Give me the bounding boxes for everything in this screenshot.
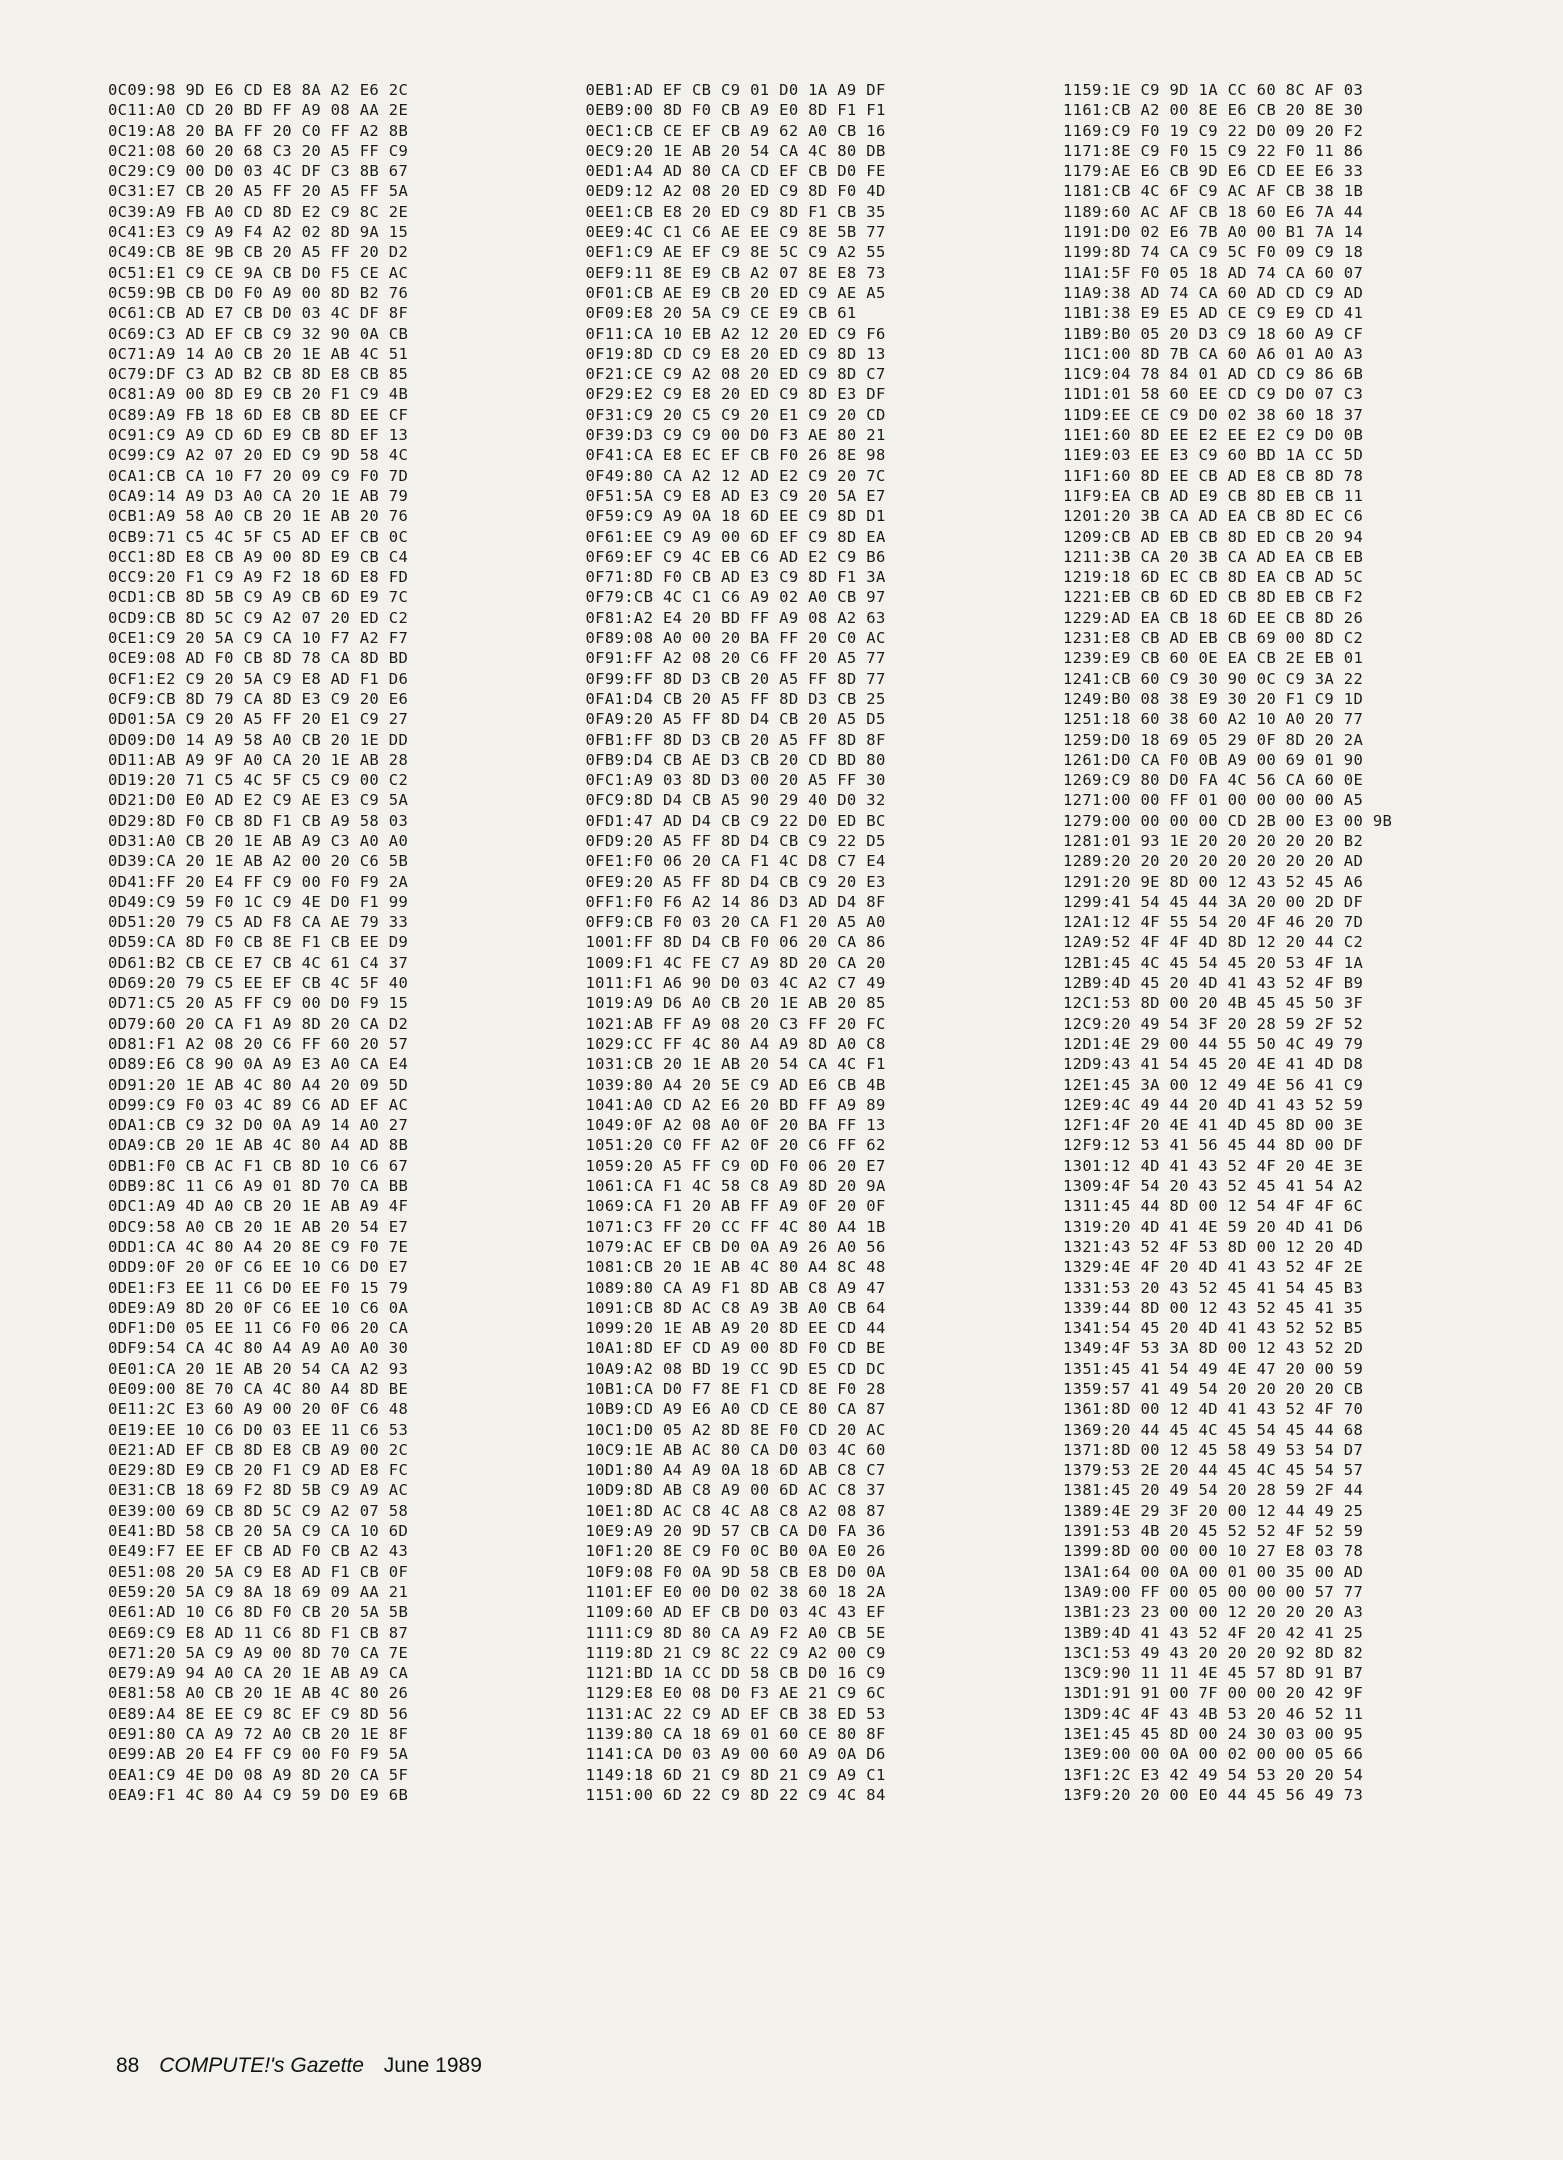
code-line: 0C19:A8 20 BA FF 20 C0 FF A2 8B — [108, 121, 409, 140]
code-line: 1031:CB 20 1E AB 20 54 CA 4C F1 — [585, 1055, 886, 1074]
code-line: 0F61:EE C9 A9 00 6D EF C9 8D EA — [585, 527, 886, 546]
code-line: 13A1:64 00 0A 00 01 00 35 00 AD — [1063, 1562, 1364, 1581]
code-line: 0FA1:D4 CB 20 A5 FF 8D D3 CB 25 — [585, 689, 886, 708]
code-line: 10D9:8D AB C8 A9 00 6D AC C8 37 — [585, 1481, 886, 1500]
code-line: 0D31:A0 CB 20 1E AB A9 C3 A0 A0 — [108, 831, 409, 850]
code-line: 0E21:AD EF CB 8D E8 CB A9 00 2C — [108, 1440, 409, 1459]
code-line: 0ED9:12 A2 08 20 ED C9 8D F0 4D — [585, 182, 886, 201]
code-line: 0D81:F1 A2 08 20 C6 FF 60 20 57 — [108, 1034, 409, 1053]
code-line: 0D69:20 79 C5 EE EF CB 4C 5F 40 — [108, 974, 409, 993]
code-line: 1071:C3 FF 20 CC FF 4C 80 A4 1B — [585, 1217, 886, 1236]
code-line: 1261:D0 CA F0 0B A9 00 69 01 90 — [1063, 750, 1364, 769]
code-line: 0EA9:F1 4C 80 A4 C9 59 D0 E9 6B — [108, 1785, 409, 1804]
code-line: 1339:44 8D 00 12 43 52 45 41 35 — [1063, 1298, 1364, 1317]
code-line: 1019:A9 D6 A0 CB 20 1E AB 20 85 — [585, 994, 886, 1013]
code-line: 1259:D0 18 69 05 29 0F 8D 20 2A — [1063, 730, 1364, 749]
code-line: 0E41:BD 58 CB 20 5A C9 CA 10 6D — [108, 1522, 409, 1541]
code-line: 0F99:FF 8D D3 CB 20 A5 FF 8D 77 — [585, 669, 886, 688]
code-line: 0F49:80 CA A2 12 AD E2 C9 20 7C — [585, 466, 886, 485]
code-line: 0E91:80 CA A9 72 A0 CB 20 1E 8F — [108, 1725, 409, 1744]
code-line: 10D1:80 A4 A9 0A 18 6D AB C8 C7 — [585, 1461, 886, 1480]
code-line: 1239:E9 CB 60 0E EA CB 2E EB 01 — [1063, 649, 1364, 668]
code-line: 12B1:45 4C 45 54 45 20 53 4F 1A — [1063, 953, 1364, 972]
code-line: 1221:EB CB 6D ED CB 8D EB CB F2 — [1063, 588, 1364, 607]
code-line: 1029:CC FF 4C 80 A4 A9 8D A0 C8 — [585, 1034, 886, 1053]
code-line: 0F71:8D F0 CB AD E3 C9 8D F1 3A — [585, 568, 886, 587]
code-line: 0CD1:CB 8D 5B C9 A9 CB 6D E9 7C — [108, 588, 409, 607]
code-line: 0F59:C9 A9 0A 18 6D EE C9 8D D1 — [585, 507, 886, 526]
issue-date: June 1989 — [383, 2054, 482, 2077]
code-line: 1079:AC EF CB D0 0A A9 26 A0 56 — [585, 1237, 886, 1256]
code-line: 1319:20 4D 41 4E 59 20 4D 41 D6 — [1063, 1217, 1364, 1236]
code-line: 10F1:20 8E C9 F0 0C B0 0A E0 26 — [585, 1542, 886, 1561]
code-line: 0F91:FF A2 08 20 C6 FF 20 A5 77 — [585, 649, 886, 668]
code-line: 0D79:60 20 CA F1 A9 8D 20 CA D2 — [108, 1014, 409, 1033]
code-line: 1371:8D 00 12 45 58 49 53 54 D7 — [1063, 1440, 1364, 1459]
code-line: 0E31:CB 18 69 F2 8D 5B C9 A9 AC — [108, 1481, 409, 1500]
code-line: 1311:45 44 8D 00 12 54 4F 4F 6C — [1063, 1197, 1364, 1216]
code-line: 0DE9:A9 8D 20 0F C6 EE 10 C6 0A — [108, 1298, 409, 1317]
code-line: 0C31:E7 CB 20 A5 FF 20 A5 FF 5A — [108, 182, 409, 201]
code-line: 1389:4E 29 3F 20 00 12 44 49 25 — [1063, 1501, 1364, 1520]
code-line: 11D9:EE CE C9 D0 02 38 60 18 37 — [1063, 405, 1364, 424]
code-line: 0E79:A9 94 A0 CA 20 1E AB A9 CA — [108, 1664, 409, 1683]
code-line: 0D41:FF 20 E4 FF C9 00 F0 F9 2A — [108, 872, 409, 891]
code-line: 1061:CA F1 4C 58 C8 A9 8D 20 9A — [585, 1177, 886, 1196]
code-line: 0DB9:8C 11 C6 A9 01 8D 70 CA BB — [108, 1177, 409, 1196]
code-line: 0D19:20 71 C5 4C 5F C5 C9 00 C2 — [108, 771, 409, 790]
magazine-title: COMPUTE!'s Gazette — [159, 2054, 364, 2077]
code-line: 1011:F1 A6 90 D0 03 4C A2 C7 49 — [585, 974, 886, 993]
code-line: 1049:0F A2 08 A0 0F 20 BA FF 13 — [585, 1116, 886, 1135]
code-line: 1161:CB A2 00 8E E6 CB 20 8E 30 — [1063, 101, 1364, 120]
code-line: 10C9:1E AB AC 80 CA D0 03 4C 60 — [585, 1440, 886, 1459]
code-line: 11E1:60 8D EE E2 EE E2 C9 D0 0B — [1063, 426, 1364, 445]
code-line: 0FD1:47 AD D4 CB C9 22 D0 ED BC — [585, 811, 886, 830]
code-line: 0C91:C9 A9 CD 6D E9 CB 8D EF 13 — [108, 426, 409, 445]
code-line: 1281:01 93 1E 20 20 20 20 20 B2 — [1063, 831, 1364, 850]
code-line: 1189:60 AC AF CB 18 60 E6 7A 44 — [1063, 202, 1364, 221]
code-line: 0CC9:20 F1 C9 A9 F2 18 6D E8 FD — [108, 568, 409, 587]
code-line: 10B1:CA D0 F7 8E F1 CD 8E F0 28 — [585, 1380, 886, 1398]
code-line: 13F1:2C E3 42 49 54 53 20 20 54 — [1063, 1765, 1364, 1784]
code-line: 0CB1:A9 58 A0 CB 20 1E AB 20 76 — [108, 507, 409, 526]
code-line: 0E01:CA 20 1E AB 20 54 CA A2 93 — [108, 1359, 409, 1378]
code-line: 0F41:CA E8 EC EF CB F0 26 8E 98 — [585, 446, 886, 465]
code-line: 0C29:C9 00 D0 03 4C DF C3 8B 67 — [108, 162, 409, 181]
code-line: 0D29:8D F0 CB 8D F1 CB A9 58 03 — [108, 811, 409, 830]
code-line: 1081:CB 20 1E AB 4C 80 A4 8C 48 — [585, 1258, 886, 1277]
code-line: 11A1:5F F0 05 18 AD 74 CA 60 07 — [1063, 263, 1364, 282]
code-line: 11E9:03 EE E3 C9 60 BD 1A CC 5D — [1063, 446, 1364, 465]
code-line: 10A1:8D EF CD A9 00 8D F0 CD BE — [585, 1339, 886, 1358]
code-line: 12C9:20 49 54 3F 20 28 59 2F 52 — [1063, 1014, 1364, 1033]
code-line: 0FF1:F0 F6 A2 14 86 D3 AD D4 8F — [585, 892, 886, 911]
code-line: 11F9:EA CB AD E9 CB 8D EB CB 11 — [1063, 486, 1364, 505]
code-line: 0C09:98 9D E6 CD E8 8A A2 E6 2C — [108, 81, 409, 99]
code-line: 0E19:EE 10 C6 D0 03 EE 11 C6 53 — [108, 1420, 409, 1439]
code-line: 1179:AE E6 CB 9D E6 CD EE E6 33 — [1063, 162, 1364, 181]
code-line: 0EF1:C9 AE EF C9 8E 5C C9 A2 55 — [585, 243, 886, 262]
code-line: 0F69:EF C9 4C EB C6 AD E2 C9 B6 — [585, 547, 886, 566]
code-line: 0CA1:CB CA 10 F7 20 09 C9 F0 7D — [108, 466, 409, 485]
code-line: 0C21:08 60 20 68 C3 20 A5 FF C9 — [108, 141, 409, 160]
code-line: 0C89:A9 FB 18 6D E8 CB 8D EE CF — [108, 405, 409, 424]
code-line: 11C9:04 78 84 01 AD CD C9 86 6B — [1063, 365, 1364, 384]
code-line: 1001:FF 8D D4 CB F0 06 20 CA 86 — [585, 933, 886, 952]
page-footer — [116, 2054, 496, 2078]
code-line: 1091:CB 8D AC C8 A9 3B A0 CB 64 — [585, 1298, 886, 1317]
code-line: 0DD1:CA 4C 80 A4 20 8E C9 F0 7E — [108, 1237, 409, 1256]
code-line: 0EE9:4C C1 C6 AE EE C9 8E 5B 77 — [585, 223, 886, 242]
code-line: 1211:3B CA 20 3B CA AD EA CB EB — [1063, 547, 1364, 566]
code-line: 0C81:A9 00 8D E9 CB 20 F1 C9 4B — [108, 385, 409, 404]
code-line: 0E71:20 5A C9 A9 00 8D 70 CA 7E — [108, 1643, 409, 1662]
code-line: 0DF1:D0 05 EE 11 C6 F0 06 20 CA — [108, 1319, 409, 1338]
code-line: 0CF9:CB 8D 79 CA 8D E3 C9 20 E6 — [108, 689, 409, 708]
code-line: 1069:CA F1 20 AB FF A9 0F 20 0F — [585, 1197, 886, 1216]
code-line: 1231:E8 CB AD EB CB 69 00 8D C2 — [1063, 629, 1364, 648]
code-line: 0D59:CA 8D F0 CB 8E F1 CB EE D9 — [108, 933, 409, 952]
code-line: 0EB9:00 8D F0 CB A9 E0 8D F1 F1 — [585, 101, 886, 120]
code-line: 1169:C9 F0 19 C9 22 D0 09 20 F2 — [1063, 121, 1364, 140]
code-line: 10E9:A9 20 9D 57 CB CA D0 FA 36 — [585, 1522, 886, 1541]
listing-column-3 — [1063, 80, 1508, 1950]
code-line: 12E1:45 3A 00 12 49 4E 56 41 C9 — [1063, 1075, 1364, 1094]
code-line: 0CD9:CB 8D 5C C9 A2 07 20 ED C2 — [108, 608, 409, 627]
code-line: 1109:60 AD EF CB D0 03 4C 43 EF — [585, 1603, 886, 1622]
code-line: 10B9:CD A9 E6 A0 CD CE 80 CA 87 — [585, 1400, 886, 1419]
code-line: 1289:20 20 20 20 20 20 20 20 AD — [1063, 852, 1364, 871]
code-line: 0FC1:A9 03 8D D3 00 20 A5 FF 30 — [585, 771, 886, 790]
code-line: 12A9:52 4F 4F 4D 8D 12 20 44 C2 — [1063, 933, 1364, 952]
code-line: 0F31:C9 20 C5 C9 20 E1 C9 20 CD — [585, 405, 886, 424]
code-line: 0C39:A9 FB A0 CD 8D E2 C9 8C 2E — [108, 202, 409, 221]
code-line: 0FC9:8D D4 CB A5 90 29 40 D0 32 — [585, 791, 886, 810]
code-line: 1131:AC 22 C9 AD EF CB 38 ED 53 — [585, 1704, 886, 1723]
code-line: 11C1:00 8D 7B CA 60 A6 01 A0 A3 — [1063, 344, 1364, 363]
code-line: 12F1:4F 20 4E 41 4D 45 8D 00 3E — [1063, 1116, 1364, 1135]
code-line: 1229:AD EA CB 18 6D EE CB 8D 26 — [1063, 608, 1364, 627]
code-line: 0FD9:20 A5 FF 8D D4 CB C9 22 D5 — [585, 831, 886, 850]
code-line: 1119:8D 21 C9 8C 22 C9 A2 00 C9 — [585, 1643, 886, 1662]
code-line: 0EC1:CB CE EF CB A9 62 A0 CB 16 — [585, 121, 886, 140]
listing-column-2 — [586, 80, 1031, 1950]
code-line: 0E51:08 20 5A C9 E8 AD F1 CB 0F — [108, 1562, 409, 1581]
code-line: 0EF9:11 8E E9 CB A2 07 8E E8 73 — [585, 263, 886, 282]
code-line: 1251:18 60 38 60 A2 10 A0 20 77 — [1063, 710, 1364, 729]
code-line: 0E09:00 8E 70 CA 4C 80 A4 8D BE — [108, 1380, 409, 1398]
code-line: 13F9:20 20 00 E0 44 45 56 49 73 — [1063, 1785, 1364, 1804]
code-line: 0DC1:A9 4D A0 CB 20 1E AB A9 4F — [108, 1197, 409, 1216]
code-line: 1059:20 A5 FF C9 0D F0 06 20 E7 — [585, 1156, 886, 1175]
code-line: 0DA1:CB C9 32 D0 0A A9 14 A0 27 — [108, 1116, 409, 1135]
code-line: 1199:8D 74 CA C9 5C F0 09 C9 18 — [1063, 243, 1364, 262]
code-line: 1391:53 4B 20 45 52 52 4F 52 59 — [1063, 1522, 1364, 1541]
code-line: 0CE1:C9 20 5A C9 CA 10 F7 A2 F7 — [108, 629, 409, 648]
code-line: 0C71:A9 14 A0 CB 20 1E AB 4C 51 — [108, 344, 409, 363]
code-line: 1341:54 45 20 4D 41 43 52 52 B5 — [1063, 1319, 1364, 1338]
code-line: 0F19:8D CD C9 E8 20 ED C9 8D 13 — [585, 344, 886, 363]
code-line: 12E9:4C 49 44 20 4D 41 43 52 59 — [1063, 1095, 1364, 1114]
code-line: 11B9:B0 05 20 D3 C9 18 60 A9 CF — [1063, 324, 1364, 343]
code-line: 0ED1:A4 AD 80 CA CD EF CB D0 FE — [585, 162, 886, 181]
code-line: 1121:BD 1A CC DD 58 CB D0 16 C9 — [585, 1664, 886, 1683]
code-line: 10A9:A2 08 BD 19 CC 9D E5 CD DC — [585, 1359, 886, 1378]
code-line: 13D9:4C 4F 43 4B 53 20 46 52 11 — [1063, 1704, 1364, 1723]
code-line: 1361:8D 00 12 4D 41 43 52 4F 70 — [1063, 1400, 1364, 1419]
code-line: 0FF9:CB F0 03 20 CA F1 20 A5 A0 — [585, 913, 886, 932]
code-line: 0E99:AB 20 E4 FF C9 00 F0 F9 5A — [108, 1745, 409, 1764]
code-line: 11D1:01 58 60 EE CD C9 D0 07 C3 — [1063, 385, 1364, 404]
code-line: 1151:00 6D 22 C9 8D 22 C9 4C 84 — [585, 1785, 886, 1804]
code-line: 0DB1:F0 CB AC F1 CB 8D 10 C6 67 — [108, 1156, 409, 1175]
code-line: 0D01:5A C9 20 A5 FF 20 E1 C9 27 — [108, 710, 409, 729]
code-line: 0C99:C9 A2 07 20 ED C9 9D 58 4C — [108, 446, 409, 465]
code-line: 1309:4F 54 20 43 52 45 41 54 A2 — [1063, 1177, 1364, 1196]
code-line: 0E69:C9 E8 AD 11 C6 8D F1 CB 87 — [108, 1623, 409, 1642]
code-line: 1089:80 CA A9 F1 8D AB C8 A9 47 — [585, 1278, 886, 1297]
code-line: 13B1:23 23 00 00 12 20 20 20 A3 — [1063, 1603, 1364, 1622]
code-line: 0DF9:54 CA 4C 80 A4 A9 A0 A0 30 — [108, 1339, 409, 1358]
code-line: 0CB9:71 C5 4C 5F C5 AD EF CB 0C — [108, 527, 409, 546]
code-line: 1159:1E C9 9D 1A CC 60 8C AF 03 — [1063, 81, 1364, 99]
code-line: 1279:00 00 00 00 CD 2B 00 E3 00 9B — [1063, 811, 1393, 830]
code-line: 1299:41 54 45 44 3A 20 00 2D DF — [1063, 892, 1364, 911]
code-line: 1099:20 1E AB A9 20 8D EE CD 44 — [585, 1319, 886, 1338]
code-line: 1269:C9 80 D0 FA 4C 56 CA 60 0E — [1063, 771, 1364, 790]
page-number: 88 — [116, 2054, 140, 2077]
code-line: 0F29:E2 C9 E8 20 ED C9 8D E3 DF — [585, 385, 886, 404]
code-line: 0F39:D3 C9 C9 00 D0 F3 AE 80 21 — [585, 426, 886, 445]
code-line: 1129:E8 E0 08 D0 F3 AE 21 C9 6C — [585, 1684, 886, 1703]
code-line: 0D61:B2 CB CE E7 CB 4C 61 C4 37 — [108, 953, 409, 972]
code-line: 1021:AB FF A9 08 20 C3 FF 20 FC — [585, 1014, 886, 1033]
code-line: 1191:D0 02 E6 7B A0 00 B1 7A 14 — [1063, 223, 1364, 242]
code-line: 0E89:A4 8E EE C9 8C EF C9 8D 56 — [108, 1704, 409, 1723]
code-line: 0D21:D0 E0 AD E2 C9 AE E3 C9 5A — [108, 791, 409, 810]
code-line: 0C11:A0 CD 20 BD FF A9 08 AA 2E — [108, 101, 409, 120]
code-line: 0EA1:C9 4E D0 08 A9 8D 20 CA 5F — [108, 1765, 409, 1784]
code-line: 13C1:53 49 43 20 20 20 92 8D 82 — [1063, 1643, 1364, 1662]
code-line: 0D09:D0 14 A9 58 A0 CB 20 1E DD — [108, 730, 409, 749]
code-line: 0FA9:20 A5 FF 8D D4 CB 20 A5 D5 — [585, 710, 886, 729]
code-line: 13D1:91 91 00 7F 00 00 20 42 9F — [1063, 1684, 1364, 1703]
code-line: 13A9:00 FF 00 05 00 00 00 57 77 — [1063, 1582, 1364, 1601]
code-line: 0FE9:20 A5 FF 8D D4 CB C9 20 E3 — [585, 872, 886, 891]
code-line: 0E61:AD 10 C6 8D F0 CB 20 5A 5B — [108, 1603, 409, 1622]
code-line: 12F9:12 53 41 56 45 44 8D 00 DF — [1063, 1136, 1364, 1155]
code-line: 0DA9:CB 20 1E AB 4C 80 A4 AD 8B — [108, 1136, 409, 1155]
code-line: 1359:57 41 49 54 20 20 20 20 CB — [1063, 1380, 1364, 1398]
code-line: 10E1:8D AC C8 4C A8 C8 A2 08 87 — [585, 1501, 886, 1520]
code-line: 1051:20 C0 FF A2 0F 20 C6 FF 62 — [585, 1136, 886, 1155]
code-line: 1369:20 44 45 4C 45 54 45 44 68 — [1063, 1420, 1364, 1439]
code-line: 0C51:E1 C9 CE 9A CB D0 F5 CE AC — [108, 263, 409, 282]
code-line: 1181:CB 4C 6F C9 AC AF CB 38 1B — [1063, 182, 1364, 201]
code-line: 1249:B0 08 38 E9 30 20 F1 C9 1D — [1063, 689, 1364, 708]
code-line: 1349:4F 53 3A 8D 00 12 43 52 2D — [1063, 1339, 1364, 1358]
code-line: 13E1:45 45 8D 00 24 30 03 00 95 — [1063, 1725, 1364, 1744]
code-line: 1009:F1 4C FE C7 A9 8D 20 CA 20 — [585, 953, 886, 972]
code-line: 13B9:4D 41 43 52 4F 20 42 41 25 — [1063, 1623, 1364, 1642]
code-line: 0F89:08 A0 00 20 BA FF 20 C0 AC — [585, 629, 886, 648]
code-line: 0CF1:E2 C9 20 5A C9 E8 AD F1 D6 — [108, 669, 409, 688]
code-line: 12A1:12 4F 55 54 20 4F 46 20 7D — [1063, 913, 1364, 932]
code-line: 12C1:53 8D 00 20 4B 45 45 50 3F — [1063, 994, 1364, 1013]
code-line: 0F01:CB AE E9 CB 20 ED C9 AE A5 — [585, 283, 886, 302]
code-line: 1201:20 3B CA AD EA CB 8D EC C6 — [1063, 507, 1364, 526]
code-line: 1331:53 20 43 52 45 41 54 45 B3 — [1063, 1278, 1364, 1297]
code-line: 1139:80 CA 18 69 01 60 CE 80 8F — [585, 1725, 886, 1744]
code-line: 1149:18 6D 21 C9 8D 21 C9 A9 C1 — [585, 1765, 886, 1784]
code-line: 0D99:C9 F0 03 4C 89 C6 AD EF AC — [108, 1095, 409, 1114]
code-line: 1301:12 4D 41 43 52 4F 20 4E 3E — [1063, 1156, 1364, 1175]
code-line: 13E9:00 00 0A 00 02 00 00 05 66 — [1063, 1745, 1364, 1764]
code-line: 0E81:58 A0 CB 20 1E AB 4C 80 26 — [108, 1684, 409, 1703]
code-line: 1241:CB 60 C9 30 90 0C C9 3A 22 — [1063, 669, 1364, 688]
code-line: 12B9:4D 45 20 4D 41 43 52 4F B9 — [1063, 974, 1364, 993]
code-line: 0C61:CB AD E7 CB D0 03 4C DF 8F — [108, 304, 409, 323]
code-line: 0FE1:F0 06 20 CA F1 4C D8 C7 E4 — [585, 852, 886, 871]
code-line: 1041:A0 CD A2 E6 20 BD FF A9 89 — [585, 1095, 886, 1114]
code-line: 0D49:C9 59 F0 1C C9 4E D0 F1 99 — [108, 892, 409, 911]
code-line: 1351:45 41 54 49 4E 47 20 00 59 — [1063, 1359, 1364, 1378]
code-line: 1381:45 20 49 54 20 28 59 2F 44 — [1063, 1481, 1364, 1500]
code-line: 0F09:E8 20 5A C9 CE E9 CB 61 — [585, 304, 857, 323]
code-line: 0EC9:20 1E AB 20 54 CA 4C 80 DB — [585, 141, 886, 160]
code-line: 0D51:20 79 C5 AD F8 CA AE 79 33 — [108, 913, 409, 932]
code-line: 0F11:CA 10 EB A2 12 20 ED C9 F6 — [585, 324, 886, 343]
code-line: 0E49:F7 EE EF CB AD F0 CB A2 43 — [108, 1542, 409, 1561]
code-line: 0EB1:AD EF CB C9 01 D0 1A A9 DF — [585, 81, 886, 99]
code-line: 0FB9:D4 CB AE D3 CB 20 CD BD 80 — [585, 750, 886, 769]
code-line: 0FB1:FF 8D D3 CB 20 A5 FF 8D 8F — [585, 730, 886, 749]
code-line: 1141:CA D0 03 A9 00 60 A9 0A D6 — [585, 1745, 886, 1764]
code-line: 0F81:A2 E4 20 BD FF A9 08 A2 63 — [585, 608, 886, 627]
code-line: 0E59:20 5A C9 8A 18 69 09 AA 21 — [108, 1582, 409, 1601]
code-line: 11F1:60 8D EE CB AD E8 CB 8D 78 — [1063, 466, 1364, 485]
code-line: 0C49:CB 8E 9B CB 20 A5 FF 20 D2 — [108, 243, 409, 262]
code-line: 1111:C9 8D 80 CA A9 F2 A0 CB 5E — [585, 1623, 886, 1642]
code-line: 11A9:38 AD 74 CA 60 AD CD C9 AD — [1063, 283, 1364, 302]
hex-listing — [108, 80, 1508, 1950]
code-line: 0C79:DF C3 AD B2 CB 8D E8 CB 85 — [108, 365, 409, 384]
code-line: 10C1:D0 05 A2 8D 8E F0 CD 20 AC — [585, 1420, 886, 1439]
code-line: 0F79:CB 4C C1 C6 A9 02 A0 CB 97 — [585, 588, 886, 607]
code-line: 0D39:CA 20 1E AB A2 00 20 C6 5B — [108, 852, 409, 871]
code-line: 0D91:20 1E AB 4C 80 A4 20 09 5D — [108, 1075, 409, 1094]
code-line: 1291:20 9E 8D 00 12 43 52 45 A6 — [1063, 872, 1364, 891]
code-line: 0C69:C3 AD EF CB C9 32 90 0A CB — [108, 324, 409, 343]
code-line: 1101:EF E0 00 D0 02 38 60 18 2A — [585, 1582, 886, 1601]
code-line: 11B1:38 E9 E5 AD CE C9 E9 CD 41 — [1063, 304, 1364, 323]
code-line: 0E39:00 69 CB 8D 5C C9 A2 07 58 — [108, 1501, 409, 1520]
code-line: 1171:8E C9 F0 15 C9 22 F0 11 86 — [1063, 141, 1364, 160]
code-line: 10F9:08 F0 0A 9D 58 CB E8 D0 0A — [585, 1562, 886, 1581]
code-line: 1039:80 A4 20 5E C9 AD E6 CB 4B — [585, 1075, 886, 1094]
code-line: 0F51:5A C9 E8 AD E3 C9 20 5A E7 — [585, 486, 886, 505]
code-line: 1379:53 2E 20 44 45 4C 45 54 57 — [1063, 1461, 1364, 1480]
code-line: 12D9:43 41 54 45 20 4E 41 4D D8 — [1063, 1055, 1364, 1074]
code-line: 0F21:CE C9 A2 08 20 ED C9 8D C7 — [585, 365, 886, 384]
code-line: 12D1:4E 29 00 44 55 50 4C 49 79 — [1063, 1034, 1364, 1053]
listing-column-1 — [108, 80, 553, 1950]
code-line: 0CE9:08 AD F0 CB 8D 78 CA 8D BD — [108, 649, 409, 668]
code-line: 1219:18 6D EC CB 8D EA CB AD 5C — [1063, 568, 1364, 587]
code-line: 1271:00 00 FF 01 00 00 00 00 A5 — [1063, 791, 1364, 810]
code-line: 0DC9:58 A0 CB 20 1E AB 20 54 E7 — [108, 1217, 409, 1236]
code-line: 0EE1:CB E8 20 ED C9 8D F1 CB 35 — [585, 202, 886, 221]
code-line: 0C59:9B CB D0 F0 A9 00 8D B2 76 — [108, 283, 409, 302]
code-line: 1321:43 52 4F 53 8D 00 12 20 4D — [1063, 1237, 1364, 1256]
code-line: 0D11:AB A9 9F A0 CA 20 1E AB 28 — [108, 750, 409, 769]
code-line: 1209:CB AD EB CB 8D ED CB 20 94 — [1063, 527, 1364, 546]
code-line: 0DE1:F3 EE 11 C6 D0 EE F0 15 79 — [108, 1278, 409, 1297]
code-line: 1329:4E 4F 20 4D 41 43 52 4F 2E — [1063, 1258, 1364, 1277]
code-line: 1399:8D 00 00 00 10 27 E8 03 78 — [1063, 1542, 1364, 1561]
code-line: 0D71:C5 20 A5 FF C9 00 D0 F9 15 — [108, 994, 409, 1013]
code-line: 0CC1:8D E8 CB A9 00 8D E9 CB C4 — [108, 547, 409, 566]
code-line: 0E11:2C E3 60 A9 00 20 0F C6 48 — [108, 1400, 409, 1419]
code-line: 0DD9:0F 20 0F C6 EE 10 C6 D0 E7 — [108, 1258, 409, 1277]
code-line: 13C9:90 11 11 4E 45 57 8D 91 B7 — [1063, 1664, 1364, 1683]
code-line: 0CA9:14 A9 D3 A0 CA 20 1E AB 79 — [108, 486, 409, 505]
code-line: 0C41:E3 C9 A9 F4 A2 02 8D 9A 15 — [108, 223, 409, 242]
code-line: 0D89:E6 C8 90 0A A9 E3 A0 CA E4 — [108, 1055, 409, 1074]
code-line: 0E29:8D E9 CB 20 F1 C9 AD E8 FC — [108, 1461, 409, 1480]
